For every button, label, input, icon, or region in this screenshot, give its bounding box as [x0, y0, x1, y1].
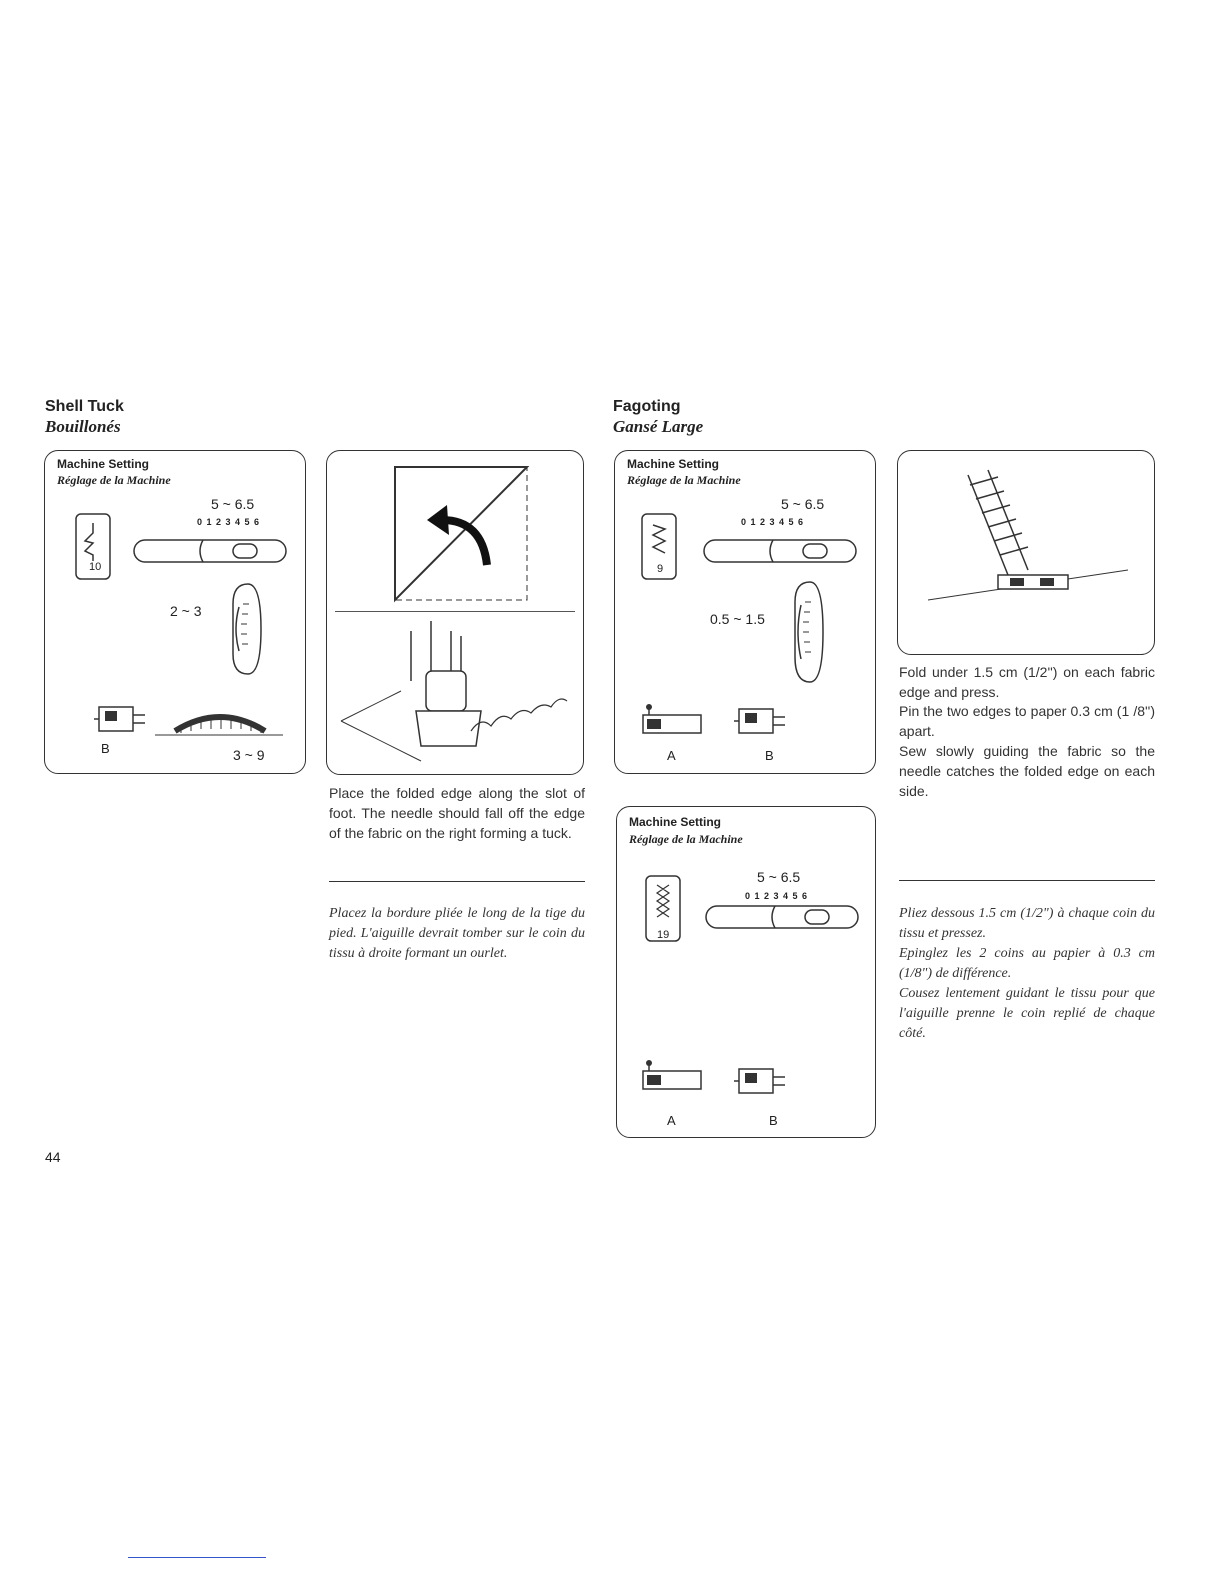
stitch-length-dial-icon — [223, 579, 263, 679]
stitch-width-dial-icon — [155, 703, 285, 743]
sewing-foot-illustration — [341, 621, 571, 771]
presser-foot-a-icon — [639, 1059, 709, 1093]
section-divider — [899, 880, 1155, 881]
presser-foot-a-label: A — [667, 748, 676, 763]
machine-setting-label-fr: Réglage de la Machine — [57, 473, 171, 487]
presser-foot-b-label: B — [769, 1113, 778, 1128]
presser-foot-a-icon — [639, 703, 709, 737]
fagoting-instruction-fr-3: Cousez lentement guidant le tissu pour que l'aiguille prenne le coin replié de chaque côté. — [899, 986, 1155, 1041]
fagoting-stitch-illustration — [928, 465, 1128, 635]
fagoting-title: Fagoting — [613, 398, 681, 415]
stitch-pattern-number: 19 — [657, 929, 670, 941]
stitch-pattern-number: 9 — [657, 563, 664, 575]
fagoting-instruction-en-3: Sew slowly guiding the fabric so the needle catches the folded edge on each side. — [899, 743, 1155, 799]
shell-tuck-instruction-en: Place the folded edge along the slot of foot. The needle should fall off the edge of the fabric on the right forming a tuck. — [329, 785, 585, 841]
shell-tuck-title: Shell Tuck — [45, 398, 124, 415]
section-divider — [329, 881, 585, 882]
machine-setting-label: Machine Setting — [629, 815, 722, 829]
thread-tension-value: 5 ~ 6.5 — [757, 869, 801, 885]
machine-setting-label: Machine Setting — [627, 457, 720, 471]
machine-setting-label-fr: Réglage de la Machine — [627, 473, 741, 487]
presser-foot-b-icon — [733, 1065, 789, 1103]
machine-setting-label: Machine Setting — [57, 457, 150, 471]
tension-dial-scale: 0 1 2 3 4 5 6 — [741, 517, 805, 527]
shell-tuck-illustration-panel — [326, 450, 584, 775]
presser-foot-b-label: B — [765, 748, 774, 763]
page-number: 44 — [45, 1149, 61, 1165]
stitch-length-dial-icon — [785, 577, 825, 687]
machine-setting-label-fr: Réglage de la Machine — [629, 832, 743, 846]
tension-dial-icon — [133, 535, 295, 575]
fagoting-machine-setting-panel-1 — [614, 450, 876, 774]
fagoting-illustration-panel — [897, 450, 1155, 655]
fagoting-instruction-en-1: Fold under 1.5 cm (1/2'') on each fabric edge and press. — [899, 664, 1155, 700]
fagoting-instruction-fr-1: Pliez dessous 1.5 cm (1/2") à chaque coin du tissu et pressez. — [899, 906, 1155, 941]
thread-tension-value: 5 ~ 6.5 — [211, 496, 255, 512]
stitch-length-value: 2 ~ 3 — [170, 603, 202, 619]
tension-dial-icon — [705, 903, 865, 939]
tension-dial-icon — [703, 535, 865, 575]
folded-fabric-illustration — [387, 465, 537, 605]
stitch-pattern-number: 10 — [89, 561, 102, 573]
stitch-width-value: 3 ~ 9 — [233, 747, 265, 763]
presser-foot-a-label: A — [667, 1113, 676, 1128]
decorative-line — [128, 1557, 266, 1558]
stitch-length-value: 0.5 ~ 1.5 — [710, 611, 765, 627]
illustration-divider — [335, 611, 575, 612]
shell-tuck-title-fr: Bouillonés — [45, 417, 121, 436]
shell-tuck-instruction-fr: Placez la bordure pliée le long de la tige du pied. L'aiguille devrait tomber sur le coin du tissu à droite formant un ourlet. — [329, 906, 585, 961]
shell-tuck-machine-setting-panel — [44, 450, 306, 774]
presser-foot-b-icon — [93, 701, 149, 739]
presser-foot-label: B — [101, 741, 110, 756]
fagoting-machine-setting-panel-2 — [616, 806, 876, 1138]
presser-foot-b-icon — [733, 705, 789, 743]
tension-dial-scale: 0 1 2 3 4 5 6 — [745, 891, 809, 901]
tension-dial-scale: 0 1 2 3 4 5 6 — [197, 517, 261, 527]
fagoting-instruction-en-2: Pin the two edges to paper 0.3 cm (1 /8'') apart. — [899, 703, 1155, 739]
fagoting-instruction-fr-2: Epinglez les 2 coins au papier à 0.3 cm (1/8") de différence. — [899, 946, 1155, 981]
fagoting-title-fr: Gansé Large — [613, 417, 704, 436]
thread-tension-value: 5 ~ 6.5 — [781, 496, 825, 512]
